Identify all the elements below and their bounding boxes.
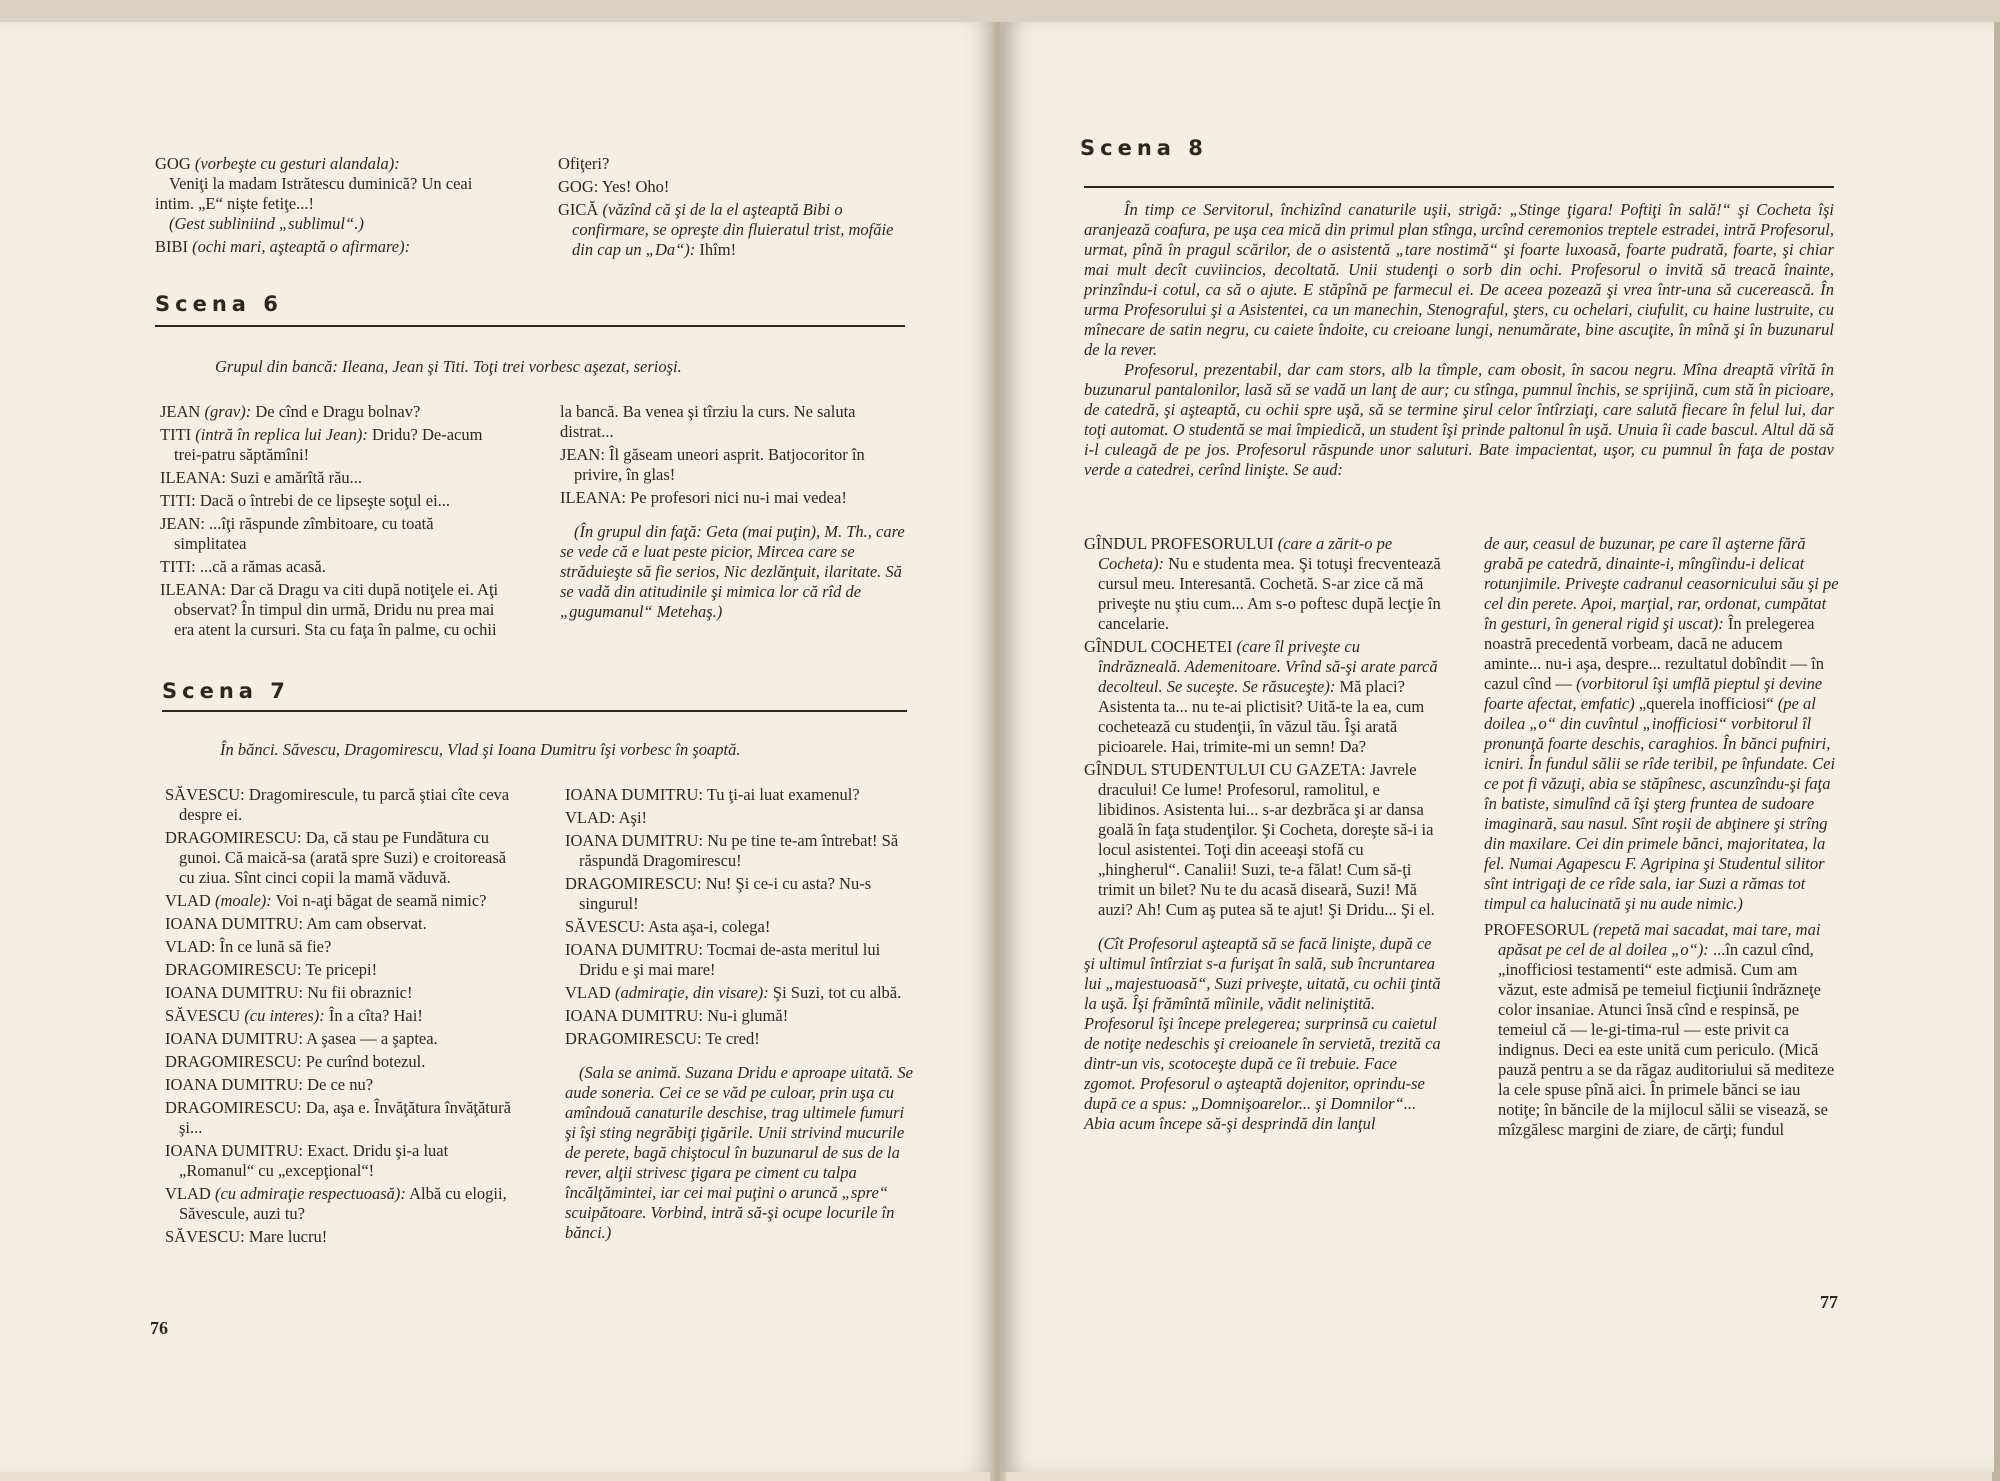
dialogue-line xyxy=(165,1075,515,1095)
line-text: În ce lună să fie? xyxy=(219,937,332,956)
dialogue-line xyxy=(560,488,910,508)
speaker: TITI xyxy=(160,425,192,444)
dialogue-line xyxy=(165,1141,515,1181)
scene-7-col2-lines xyxy=(565,785,915,1049)
line-text: Nu-i glumă! xyxy=(707,1006,789,1025)
scene-6-col2-lines xyxy=(560,445,910,508)
line-text: Da, că stau pe Fundătura cu gunoi. Că maică-sa (arată spre Suzi) e croitoreasă cu ziua. Sînt cinci copii la mamă văduvă. xyxy=(179,828,507,887)
dialogue-line xyxy=(1084,760,1444,920)
speaker: DRAGOMIRESCU: xyxy=(565,874,702,893)
scene-8-col2 xyxy=(1484,534,1839,1143)
line-text: Voi n-aţi băgat de seamă nimic? xyxy=(275,891,487,910)
right-page xyxy=(1002,22,1994,1472)
speaker: SĂVESCU: xyxy=(565,917,645,936)
speaker: GÎNDUL PROFESORULUI xyxy=(1084,534,1274,553)
line-text: Pe profesori nici nu-i mai vedea! xyxy=(630,488,847,507)
line-text: Suzi e amărîtă rău... xyxy=(230,468,363,487)
speaker: VLAD: xyxy=(565,808,616,827)
speaker: JEAN: xyxy=(560,445,605,464)
speaker: VLAD: xyxy=(165,937,216,956)
speaker: TITI: xyxy=(160,557,196,576)
speaker: DRAGOMIRESCU: xyxy=(165,960,302,979)
line-text: Nu e studenta mea. Şi totuşi frecventează cursul meu. Interesantă. Cochetă. S-ar zice că mă priveşte nu ştiu cum... Am s-o poftesc după lecţie în cancelarie. xyxy=(1098,554,1441,633)
speaker: SĂVESCU xyxy=(165,1006,241,1025)
line-text: Îl găseam uneori asprit. Batjocoritor în privire, în glas! xyxy=(574,445,865,484)
speaker: ILEANA: xyxy=(160,580,226,599)
dialogue-line xyxy=(565,1006,915,1026)
dialogue-line xyxy=(565,1029,915,1049)
speaker: ILEANA: xyxy=(560,488,626,507)
speaker: IOANA DUMITRU: xyxy=(565,831,703,850)
gog-line: GOG (vorbeşte cu gesturi alandala): Veniţi la madam Istrătescu duminică? Un ceai intim. „E“ nişte fetiţe...! (Gest subliniind „sublimul“.) xyxy=(155,154,473,233)
left-top-col1 xyxy=(155,154,515,260)
line-text: Nu! Şi ce-i cu asta? Nu-s singurul! xyxy=(579,874,872,913)
line-text: Te cred! xyxy=(705,1029,760,1048)
line-text: Asta aşa-i, colega! xyxy=(648,917,771,936)
dialogue-line xyxy=(165,891,515,911)
scene-6-rule xyxy=(155,325,905,327)
scene-7-intro: În bănci. Săvescu, Dragomirescu, Vlad şi Ioana Dumitru îşi vorbesc în şoaptă. xyxy=(220,740,741,759)
scene-8-rule xyxy=(1084,186,1834,188)
line-text: Dragomirescule, tu parcă ştiai cîte ceva despre ei. xyxy=(179,785,510,824)
line-text: Tu ţi-ai luat examenul? xyxy=(706,785,860,804)
scene-8-col1: GÎNDUL PROFESORULUI (care a zărit-o pe Cocheta): Nu e studenta mea. Şi totuşi frecventează cursul meu. Interesantă. Cochetă. S-ar zice că mă priveşte nu ştiu cum... Am s-o poftesc după lecţie în cancelarie. GÎNDUL COCHETEI (care îl priveşte cu îndrăzneală. Ademenitoare. Vrînd să-şi arate parcă decolteul. Se suceşte. Se răsuceşte): Mă placi? Asistenta ta... nu te-ai plictisit? Uită-te la ea, cum cochetează cu studenţii, în văzul tău. Îşi arată picioarele. Hai, trimite-mi un semn! Da? GÎNDUL STUDENTULUI CU GAZETA: Javrele dracului! Ce lume! Profesorul, ramolitul, e libidinos. Asistenta lui... s-ar dezbrăca şi ar dansa goală în faţa studenţilor. Şi Cocheta, doreşte să-i ia locul asistentei. Toţi din aceeaşi stofă cu „hingherul“. Canalii! Suzi, te-a fălat! Cum să-ţi trimit un bilet? Nu te du acasă diseară, Suzi! Mă auzi? Ah! Cum aş putea să te ajut! Şi Dridu... Şi el. (Cît Profesorul aşteaptă să se facă linişte, după ce şi ultimul întîrziat s-a furişat în sală, sub încruntarea lui „majestuoasă“, Suzi priveşte, uitată, cu ochii ţintă la uşă. Îşi frămîntă mîinile, vădit neliniştită. Profesorul îşi începe prelegerea; surprinsă cu caietul de notiţe nedeschis şi creioanele în servietă, trezită ca dintr-un vis, scotoceşte după ce îi trebuie. Face zgomot. Profesorul o aşteaptă dojenitor, oprindu-se după ce a spus: „Domnişoarelor... şi Domnilor“... Abia acum începe să-şi desprindă din lanţul xyxy=(1084,534,1444,1137)
lecture-fragment: de aur, ceasul de buzunar, pe care îl aşterne fără grabă pe catedră, dinainte-i, mîngîindu-i delicat rotunjimile. Priveşte cadranul ceasornicului său şi pe cel din perete. Apoi, marţial, rar, ordonat, cumpătat în gesturi, în general rigid şi uscat): În prelegerea noastră precedentă vorbeam, dacă ne aducem aminte... nu-i aşa, despre... rezultatul dobîndit — în cazul cînd — (vorbitorul îşi umflă pieptul şi devine foarte afectat, emfatic) „querela inofficiosi“ (pe al doilea „o“ din cuvîntul „inofficiosi“ vorbitorul îl pronunţă foarte deschis, caraghios. În bănci pufniri, icniri. În fundul sălii se rîde teribil, pe înfundate. Cei ce pot fi văzuţi, abia se stăpînesc, ascunzîndu-şi faţa în batiste, simulînd că îşi şterg fruntea de sudoare imaginară, sau nasul. Sînt roşii de abţinere şi strîng din maxilare. Cei din primele bănci, majoritatea, la fel. Numai Agapescu F. Agripina şi Studentul silitor sînt intrigaţi de ce rîde sala, iar Suzi a rămas tot timpul ca halucinată şi nu aude nimic.) xyxy=(1484,534,1839,913)
stage-direction: (care îl priveşte cu îndrăzneală. Ademenitoare. Vrînd să-şi arate parcă decolteul. Se suceşte. Se răsuceşte): xyxy=(1098,637,1438,696)
speaker: IOANA DUMITRU: xyxy=(565,785,703,804)
dialogue-line xyxy=(565,874,915,914)
speaker: VLAD xyxy=(165,1184,211,1203)
speaker: IOANA DUMITRU: xyxy=(165,1141,303,1160)
line-text: Nu pe tine te-am întrebat! Să răspundă Dragomirescu! xyxy=(579,831,899,870)
dialogue-line xyxy=(165,1029,515,1049)
dialogue-line xyxy=(165,1184,515,1224)
dialogue-line xyxy=(1084,637,1444,757)
line-text: Pe curînd botezul. xyxy=(305,1052,426,1071)
stage-direction: (cu interes): xyxy=(244,1006,325,1025)
line-text: Te pricepi! xyxy=(305,960,378,979)
speaker: SĂVESCU: xyxy=(165,1227,245,1246)
dialogue-line xyxy=(165,828,515,888)
speaker: IOANA DUMITRU: xyxy=(565,940,703,959)
dialogue-line xyxy=(565,917,915,937)
line-text: De cînd e Dragu bolnav? xyxy=(255,402,421,421)
speaker: VLAD xyxy=(565,983,611,1002)
dialogue-line xyxy=(565,785,915,805)
scene-8-col1-lines xyxy=(1084,534,1444,920)
line-text: Aşi! xyxy=(618,808,648,827)
line-text: ...îţi răspunde zîmbitoare, cu toată simplitatea xyxy=(174,514,434,553)
stage-direction: (care a zărit-o pe Cocheta): xyxy=(1098,534,1393,573)
scene-7-rule xyxy=(162,710,907,712)
speaker: GÎNDUL STUDENTULUI CU GAZETA: xyxy=(1084,760,1366,779)
speaker: TITI: xyxy=(160,491,196,510)
line-text: Am cam observat. xyxy=(306,914,427,933)
line-text: Tocmai de-asta meritul lui Dridu e şi mai mare! xyxy=(579,940,881,979)
stage-direction: (admiraţie, din visare): xyxy=(614,983,769,1002)
line-text: Şi Suzi, tot cu albă. xyxy=(772,983,902,1002)
left-top-col2: Ofiţeri? GOG: Yes! Oho! GICĂ (văzînd că şi de la el aşteaptă Bibi o confirmare, se opreşte din fluieratul trist, mofăie din cap un „Da“): Ihîm! xyxy=(558,154,908,263)
line-text: Da, aşa e. Învăţătura învăţătură şi... xyxy=(179,1098,511,1137)
dialogue-line xyxy=(160,425,510,465)
bibi-line: BIBI (ochi mari, aşteaptă o afirmare): xyxy=(155,237,411,256)
line-text: În a cîta? Hai! xyxy=(328,1006,423,1025)
line-text: Nu fii obraznic! xyxy=(307,983,413,1002)
speaker: IOANA DUMITRU: xyxy=(165,1075,303,1094)
speaker: IOANA DUMITRU: xyxy=(165,983,303,1002)
speaker: IOANA DUMITRU: xyxy=(165,1029,303,1048)
speaker: DRAGOMIRESCU: xyxy=(165,828,302,847)
book-spread xyxy=(0,22,2000,1481)
line-text: Dar că Dragu va citi după notiţele ei. Aţi observat? În timpul din urmă, Dridu nu prea mai era atent la cursuri. Sta cu faţa în palme, cu ochii xyxy=(174,580,499,639)
stage-direction: (moale): xyxy=(214,891,272,910)
scene-7-heading: Scena 7 xyxy=(162,679,290,703)
dialogue-line xyxy=(165,1098,515,1138)
speaker: GÎNDUL COCHETEI xyxy=(1084,637,1233,656)
dialogue-line xyxy=(565,808,915,828)
scene-7-col2: IOANA DUMITRU: Tu ţi-ai luat examenul? VLAD: Aşi! IOANA DUMITRU: Nu pe tine te-am întrebat! Să răspundă Dragomirescu! DRAGOMIRESCU: Nu! Şi ce-i cu asta? Nu-s singurul! SĂVESCU: Asta aşa-i, colega! IOANA DUMITRU: Tocmai de-asta meritul lui Dridu e şi mai mare! VLAD (admiraţie, din visare): Şi Suzi, tot cu albă. IOANA DUMITRU: Nu-i glumă! DRAGOMIRESCU: Te cred! (Sala se animă. Suzana Dridu e aproape uitată. Se aude soneria. Cei ce se văd pe culoar, prin uşa cu amîndouă canaturile deschise, trag ultimele fumuri şi îşi sting negrăbiţi ţigările. Unii strivind mucurile de perete, bagă chiştocul în buzunarul de sus de la rever, alţii strivesc ţigara pe ciment cu talpa încălţămintei, iar cei mai puţini o aruncă „spre“ scuipătoare. Vorbind, intră să-şi ocupe locurile în bănci.) xyxy=(565,785,915,1246)
speaker: DRAGOMIRESCU: xyxy=(565,1029,702,1048)
line-text: A şasea — a şaptea. xyxy=(306,1029,438,1048)
dialogue-line xyxy=(165,937,515,957)
stage-direction: (intră în replica lui Jean): xyxy=(195,425,368,444)
scene-6-heading: Scena 6 xyxy=(155,292,283,316)
dialogue-line xyxy=(165,785,515,825)
line-text: Mare lucru! xyxy=(248,1227,328,1246)
speaker: IOANA DUMITRU: xyxy=(165,914,303,933)
speaker: ILEANA: xyxy=(160,468,226,487)
speaker: IOANA DUMITRU: xyxy=(565,1006,703,1025)
dialogue-line xyxy=(565,940,915,980)
line-text: Exact. Dridu şi-a luat „Romanul“ cu „excepţional“! xyxy=(179,1141,449,1180)
stage-direction: (cu admiraţie respectuoasă): xyxy=(214,1184,406,1203)
line-text: Dacă o întrebi de ce lipseşte soţul ei... xyxy=(199,491,451,510)
scene-8-intro: În timp ce Servitorul, închizînd canaturile uşii, strigă: „Stinge ţigara! Poftiţi în sală!“ şi Cocheta îşi aranjează coafura, pe uşa cea mică din primul plan stînga, urcînd ceremonios treptele estradei, intră Profesorul, urmat, pînă în pragul scărilor, de o asistentă „tare nostimă“ şi foarte luxoasă, foarte pudrată, foarte, şi chiar mai mult decît cuviincios, decoltată. Unii studenţi o sorb din ochi. Profesorul o invită să treacă înainte, prinzîndu-i cotul, ca să o ajute. E stăpînă pe farmecul ei. De aceea pozează şi vrea într-una să cucerească. În urma Profesorului şi a Asistentei, ca un manechin, Stenograful, şters, cu ochelari, ciufulit, cu haine lustruite, cu mînecare de satin negru, cu caiete îndoite, cu creioane lungi, nenumărate, bine ascuţite, în mînă şi în buzunarul de la rever. Profesorul, prezentabil, dar cam stors, alb la tîmple, cam obosit, în sacou negru. Mîna dreaptă vîrîtă în buzunarul pantalonilor, lasă să se vadă un lanţ de aur; cu stînga, pumnul închis, se sprijină, cum stă în picioare, de catedră, şi aşteaptă, cu ochii spre uşă, să se termine şirul celor întîrziaţi, care salută fiecare în felul lui, dar toţi automat. O studentă se mai împiedică, un student îşi prinde paltonul în uşă. Unuia îi cade bascul. Altul dă să i-l culeagă de pe jos. Profesorul răspunde unor saluturi. Bate impacientat, uşor, cu pumnul în faţa de postav verde a catedrei, cerînd linişte. Se aud: xyxy=(1084,200,1834,479)
scene-6-col2: la bancă. Ba venea şi tîrziu la curs. Ne saluta distrat... JEAN: Îl găseam uneori asprit. Batjocoritor în privire, în glas! ILEANA: Pe profesori nici nu-i mai vedea! (În grupul din faţă: Geta (mai puţin), M. Th., care se vede că e luat peste picior, Mircea care se străduieşte să fie serios, Nic dezlănţuit, ilaritate. Să se vadă din atitudinile şi mimica lor că rîd de „gugumanul“ Metehaş.) xyxy=(560,402,910,625)
stage-direction: (grav): xyxy=(204,402,252,421)
scene-7-col1 xyxy=(165,785,515,1250)
left-page xyxy=(0,22,992,1472)
scene-6-col1 xyxy=(160,402,510,643)
dialogue-line xyxy=(160,402,510,422)
dialogue-line xyxy=(165,983,515,1003)
speaker: DRAGOMIRESCU: xyxy=(165,1098,302,1117)
dialogue-line xyxy=(160,468,510,488)
page-number-left: 76 xyxy=(150,1318,168,1338)
speaker: JEAN: xyxy=(160,514,205,533)
dialogue-line xyxy=(165,1006,515,1026)
dialogue-line xyxy=(160,514,510,554)
line-text: Dridu? De-acum trei-patru săptămîni! xyxy=(174,425,483,464)
scene-6-intro: Grupul din bancă: Ileana, Jean şi Titi. Toţi trei vorbesc aşezat, serioşi. xyxy=(215,357,682,376)
line-text: Albă cu elogii, Săvescule, auzi tu? xyxy=(179,1184,507,1223)
dialogue-line xyxy=(565,831,915,871)
line-text: Javrele dracului! Ce lume! Profesorul, ramolitul, e libidinos. Asistenta lui... s-ar dezbrăca şi ar dansa goală în faţa studenţilor. Şi Cocheta, doreşte să-i ia locul asistentei. Toţi din aceeaşi stofă cu „hingherul“. Canalii! Suzi, te-a fălat! Cum să-ţi trimit un bilet? Nu te du acasă diseară, Suzi! Mă auzi? Ah! Cum aş putea să te ajut! Şi Dridu... Şi el. xyxy=(1098,760,1435,919)
dialogue-line xyxy=(160,580,510,640)
dialogue-line xyxy=(165,914,515,934)
dialogue-line xyxy=(165,1227,515,1247)
page-number-right: 77 xyxy=(1820,1292,1838,1312)
professor-line: PROFESORUL (repetă mai sacadat, mai tare, mai apăsat pe cel de al doilea „o“): ...în cazul cînd, „inofficiosi testamenti“ este admisă. Cum am văzut, este admisă pe temeiul ficţiunii îndrăzneţe color insaniae. Atunci însă cînd e respinsă, pe temeiul că — le-gi-tima-rul — este privit ca indignus. Deci ea este unită cum periculo. (Mică pauză pentru a se da răgaz auditoriului să mediteze la cele spuse pînă aici. În primele bănci se iau notiţe; în băncile de la mijlocul sălii se visează, se mîzgălesc margini de ziare, de cărţi; fundul xyxy=(1484,920,1835,1139)
dialogue-line xyxy=(160,491,510,511)
dialogue-line xyxy=(165,960,515,980)
dialogue-line xyxy=(165,1052,515,1072)
speaker: JEAN xyxy=(160,402,201,421)
line-text: De ce nu? xyxy=(307,1075,374,1094)
speaker: DRAGOMIRESCU: xyxy=(165,1052,302,1071)
dialogue-line xyxy=(160,557,510,577)
speaker: VLAD xyxy=(165,891,211,910)
dialogue-line xyxy=(1084,534,1444,634)
line-text: Mă placi? Asistenta ta... nu te-ai plictisit? Uită-te la ea, cum cochetează cu studenţii, în văzul tău. Îşi arată picioarele. Hai, trimite-mi un semn! Da? xyxy=(1098,677,1425,756)
dialogue-line xyxy=(565,983,915,1003)
speaker: SĂVESCU: xyxy=(165,785,245,804)
scene-8-heading: Scena 8 xyxy=(1080,136,1208,160)
line-text: ...că a rămas acasă. xyxy=(199,557,326,576)
dialogue-line xyxy=(560,445,910,485)
gica-line: GICĂ (văzînd că şi de la el aşteaptă Bibi o confirmare, se opreşte din fluieratul trist, mofăie din cap un „Da“): Ihîm! xyxy=(558,200,894,259)
